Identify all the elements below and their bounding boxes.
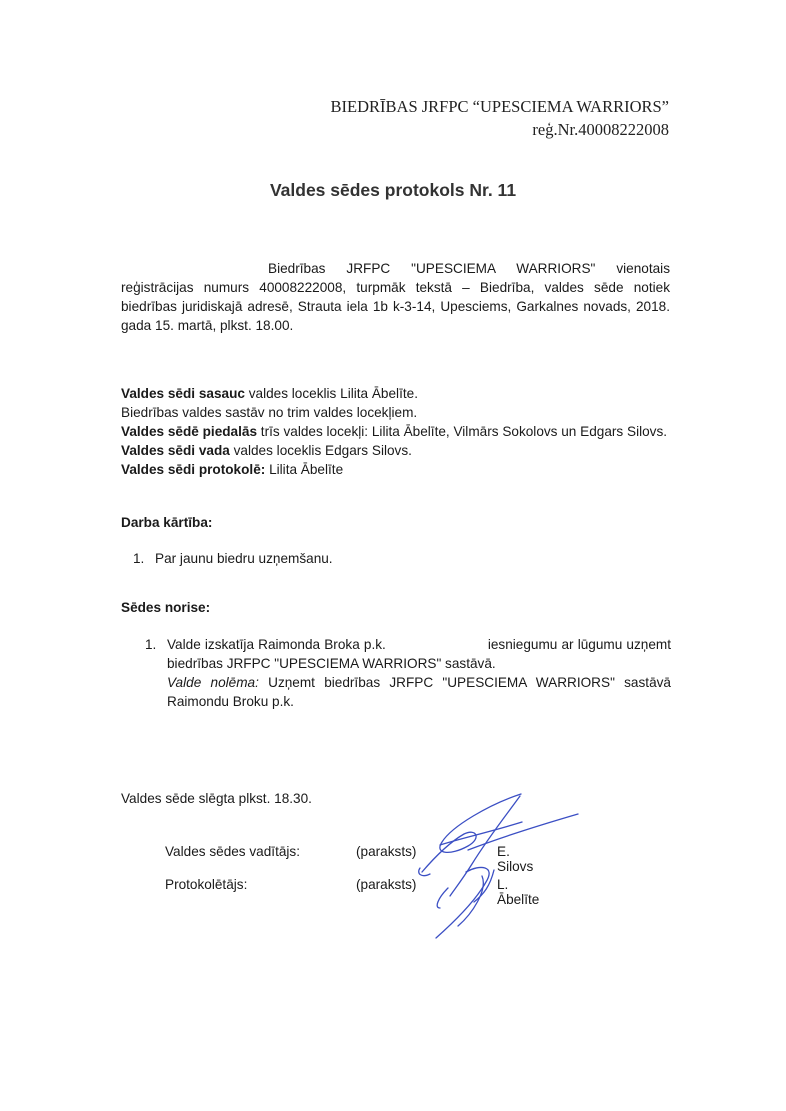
attending-line [121,422,670,441]
recorder-label: Valdes sēdi protokolē: [121,462,266,477]
signatory-name: E. Silovs [497,844,534,874]
decision-label: Valde nolēma: [167,675,259,690]
proceedings-list [145,635,671,711]
chair-line [121,441,670,460]
signatory-role: Protokolētājs: [165,877,248,892]
attending-text: trīs valdes locekļi: Lilita Ābelīte, Vilmārs Sokolovs un Edgars Silovs. [257,424,668,439]
intro-paragraph [121,259,670,335]
convened-label: Valdes sēdi sasauc [121,386,245,401]
agenda-item-text: Par jaunu biedru uzņemšanu. [155,551,333,566]
agenda-item-number: 1. [133,551,145,566]
agenda-heading: Darba kārtība: [121,515,213,530]
proceedings-item-number: 1. [145,637,157,652]
handwritten-signature-icon [410,790,590,940]
signatory-name: L. Ābelīte [497,877,540,907]
recorder-text: Lilita Ābelīte [265,462,344,477]
decision-text: Uzņemt biedrības JRFPC "UPESCIEMA WARRIORS" sastāvā Raimondu Broku p.k. [167,675,671,709]
meeting-details [121,384,670,479]
convened-line [121,384,670,403]
composition-line [121,403,670,422]
proceedings-text-a: Valde izskatīja Raimonda Broka p.k. [167,637,386,652]
chair-label: Valdes sēdi vada [121,443,230,458]
organization-name: BIEDRĪBAS JRFPC “UPESCIEMA WARRIORS” [330,97,669,116]
intro-text: Biedrības JRFPC "UPESCIEMA WARRIORS" vienotais reģistrācijas numurs 40008222008, turpmāk tekstā – Biedrība, valdes sēde notiek biedrības juridiskajā adresē, Strauta iela 1b k-3-14, Upesciems, Garkalnes novads, 2018. gada 15. martā, plkst. 18.00. [121,261,670,333]
proceedings-heading: Sēdes norise: [121,600,211,615]
chair-text: valdes loceklis Edgars Silovs. [229,443,412,458]
recorder-line [121,460,670,479]
convened-text: valdes loceklis Lilita Ābelīte. [244,386,418,401]
list-item [133,551,333,566]
agenda-list [133,551,333,566]
attending-label: Valdes sēdē piedalās [121,424,258,439]
document-header [331,95,669,141]
composition-text: Biedrības valdes sastāv no trim valdes locekļiem. [121,405,418,420]
closing-statement: Valdes sēde slēgta plkst. 18.30. [121,791,312,806]
signatory-role: Valdes sēdes vadītājs: [165,844,301,859]
signature-mark: (paraksts) [356,844,417,859]
signature-mark: (paraksts) [356,877,417,892]
page-title: Valdes sēdes protokols Nr. 11 [269,180,517,200]
registration-number: reģ.Nr.40008222008 [532,120,669,139]
list-item [167,635,671,711]
proceedings-text-b: iesniegumu ar lūgumu uzņemt biedrības JRFPC "UPESCIEMA WARRIORS" sastāvā. [167,637,671,671]
